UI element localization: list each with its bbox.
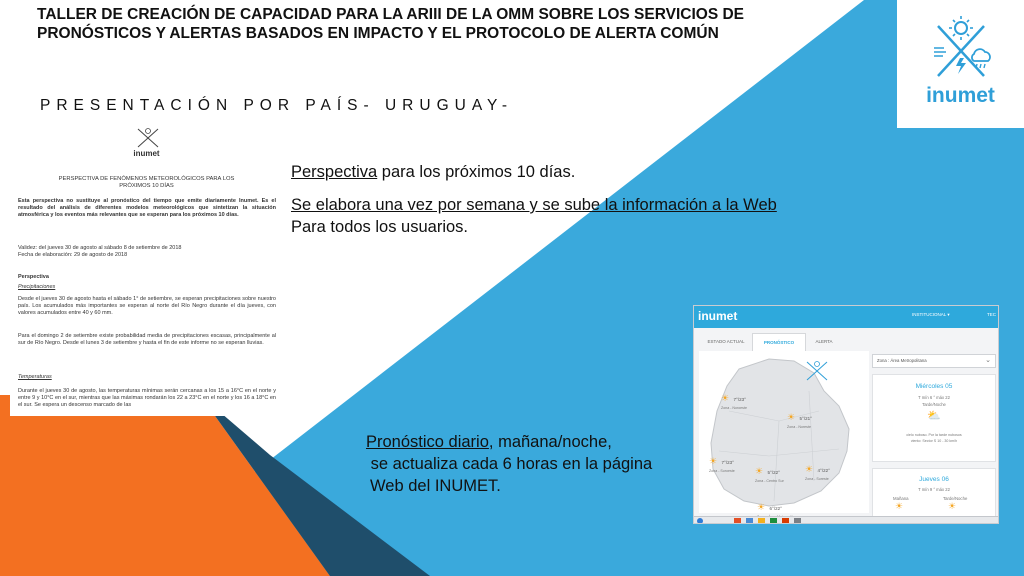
zone-name: Zona - Suroeste <box>709 469 735 473</box>
desc1-line1-rest: para los próximos 10 días. <box>377 163 576 181</box>
inumet-weather-logo-icon <box>930 14 992 80</box>
zone-select-value: Zona : Área Metropolitana <box>877 358 927 363</box>
taskbar-app-icon <box>782 518 789 524</box>
map-zone-noroeste <box>721 388 747 410</box>
forecast-card-day1 <box>872 374 996 462</box>
desc2-line1-rest: , mañana/noche, <box>488 433 612 451</box>
doc-heading-line1: PERSPECTIVA DE FENÓMENOS METEOROLÓGICOS PARA LOS <box>58 176 235 182</box>
website-preview <box>693 305 999 524</box>
zone-temp: 7°/23° <box>721 460 734 465</box>
desc2-line2: se actualiza cada 6 horas en la página <box>366 455 653 473</box>
day1-period: Tarde/Noche <box>922 402 946 407</box>
sun-icon: ☀ <box>721 393 730 403</box>
zone-name: Zona - Noreste <box>787 425 811 429</box>
website-map-logo-icon <box>804 359 830 383</box>
zone-temp: 5°/21° <box>799 416 812 421</box>
desc1-line2: Se elabora una vez por semana y se sube la información a la Web <box>291 196 777 214</box>
doc-elaboration: Fecha de elaboración: 29 de agosto de 2018 <box>18 252 128 258</box>
website-map <box>699 351 869 513</box>
forecast-card-day2 <box>872 468 996 518</box>
inumet-logo-text: inumet <box>926 84 995 107</box>
chevron-down-icon: ⌄ <box>985 357 991 364</box>
taskbar-app-icon <box>794 518 801 524</box>
logo-panel <box>897 0 1024 128</box>
day1-wind: viento: Sector S 10 - 30 km/h <box>910 439 958 443</box>
zone-temp: 6°/22° <box>769 506 782 511</box>
taskbar-app-icon <box>758 518 765 524</box>
section-title: PRESENTACIÓN POR PAÍS- URUGUAY- <box>40 97 514 114</box>
day1-temps: T mín 6 ° máx 22 <box>918 395 950 400</box>
website-tab-estado-actual: ESTADO ACTUAL <box>707 339 745 344</box>
cloud-sun-icon: ⛅ <box>927 410 941 422</box>
desc1-line3: Para todos los usuarios. <box>291 218 469 236</box>
doc-validity: Validez: del jueves 30 de agosto al sábado 8 de setiembre de 2018 <box>18 245 182 251</box>
doc-logo-icon <box>134 126 162 148</box>
zone-name: Zona - Centro Sur <box>755 479 784 483</box>
day1-name: Miércoles 05 <box>915 383 953 390</box>
weekly-outlook-description <box>291 161 851 238</box>
website-logo: inumet <box>698 309 738 323</box>
day2-name: Jueves 06 <box>919 476 949 483</box>
sun-icon: ☀ <box>805 464 814 474</box>
doc-heading-line2: PRÓXIMOS 10 DÍAS <box>119 183 174 189</box>
sun-icon: ☀ <box>755 466 764 476</box>
taskbar-app-icon <box>746 518 753 524</box>
map-zone-centro-sur <box>755 461 784 483</box>
sun-icon: ☀ <box>948 501 957 511</box>
website-header-bar <box>694 306 999 328</box>
doc-logo-text: inumet <box>133 149 160 158</box>
doc-temp-p1: Durante el jueves 30 de agosto, las temperaturas mínimas serán cercanas a los 15 a 16°C en el norte y entre 9 y 10°C en el sur, mientras que las máximas rondarán los 22 a 23°C en el norte y los 16 a 18°C en el sur. Se espera un descenso marcado de las <box>18 388 276 409</box>
sun-icon: ☀ <box>757 502 766 512</box>
doc-section-precip: Precipitaciones <box>18 284 56 290</box>
sun-icon: ☀ <box>787 412 796 422</box>
zone-temp: 4°/22° <box>817 468 830 473</box>
zone-select <box>872 354 996 368</box>
day2-period-night: Tarde/Noche <box>943 496 968 501</box>
uruguay-map-shape <box>699 351 869 513</box>
start-icon <box>697 518 703 524</box>
slide-title: TALLER DE CREACIÓN DE CAPACIDAD PARA LA ARIII DE LA OMM SOBRE LOS SERVICIOS DE PRONÓSTICOS Y ALERTAS BASADOS EN IMPACTO Y EL PROTOCOLO DE ALERTA COMÚN <box>37 6 745 42</box>
windows-taskbar <box>694 516 999 524</box>
taskbar-app-icon <box>770 518 777 524</box>
map-zone-suroeste <box>709 451 735 473</box>
doc-intro: Esta perspectiva no sustituye al pronóstico del tiempo que emite diariamente Inumet. Es el resultado del análisis de diferentes modelos meteorológicos que sintetizan la situación atmosférica y los eventos más relevantes que se esperan para los próximos 10 días. <box>18 198 276 219</box>
taskbar-app-icon <box>734 518 741 524</box>
desc2-line1 <box>366 431 696 453</box>
doc-precip-p2: Para el domingo 2 de setiembre existe probabilidad media de precipitaciones escasas, principalmente al sur de Río Negro. Desde el lunes 3 de setiembre y hasta el fin de este informe no se esperan lluvias. <box>18 333 276 347</box>
day2-period-morning: Mañana <box>893 496 909 501</box>
zone-temp: 5°/22° <box>767 470 780 475</box>
website-menu-tec: TEC <box>987 312 996 317</box>
map-zone-noreste <box>787 407 812 429</box>
document-preview <box>10 124 283 416</box>
website-menu-institucional: INSTITUCIONAL ▾ <box>912 312 950 317</box>
doc-section-perspectiva: Perspectiva <box>18 274 49 280</box>
day2-temps: T mín 9 ° máx 22 <box>918 487 950 492</box>
sun-icon: ☀ <box>895 501 904 511</box>
desc2-lead: Pronóstico diario <box>366 433 489 451</box>
day1-desc: cielo nuboso. Por la tarde nubosos <box>906 433 962 437</box>
doc-section-temp: Temperaturas <box>18 374 52 380</box>
daily-forecast-description <box>366 431 696 497</box>
desc1-lead: Perspectiva <box>291 163 378 181</box>
website-tab-pronostico: PRONÓSTICO <box>752 333 806 351</box>
doc-precip-p1: Desde el jueves 30 de agosto hasta el sábado 1° de setiembre, se esperan precipitaciones sobre nuestro país. Los acumulados más importantes se esperan al norte del Río Negro durante el día jueves, con valores acumulados entre 40 y 60 mm. <box>18 296 276 317</box>
zone-name: Zona - Noroeste <box>721 406 747 410</box>
desc1-line1 <box>291 161 851 183</box>
map-zone-sureste <box>805 459 830 481</box>
website-forecast-panel <box>872 354 996 514</box>
sun-icon: ☀ <box>709 456 718 466</box>
zone-temp: 7°/23° <box>733 397 746 402</box>
zone-name: Zona - Sureste <box>805 477 829 481</box>
website-tab-alerta: ALERTA <box>815 339 833 344</box>
desc2-line3: Web del INUMET. <box>370 477 501 495</box>
